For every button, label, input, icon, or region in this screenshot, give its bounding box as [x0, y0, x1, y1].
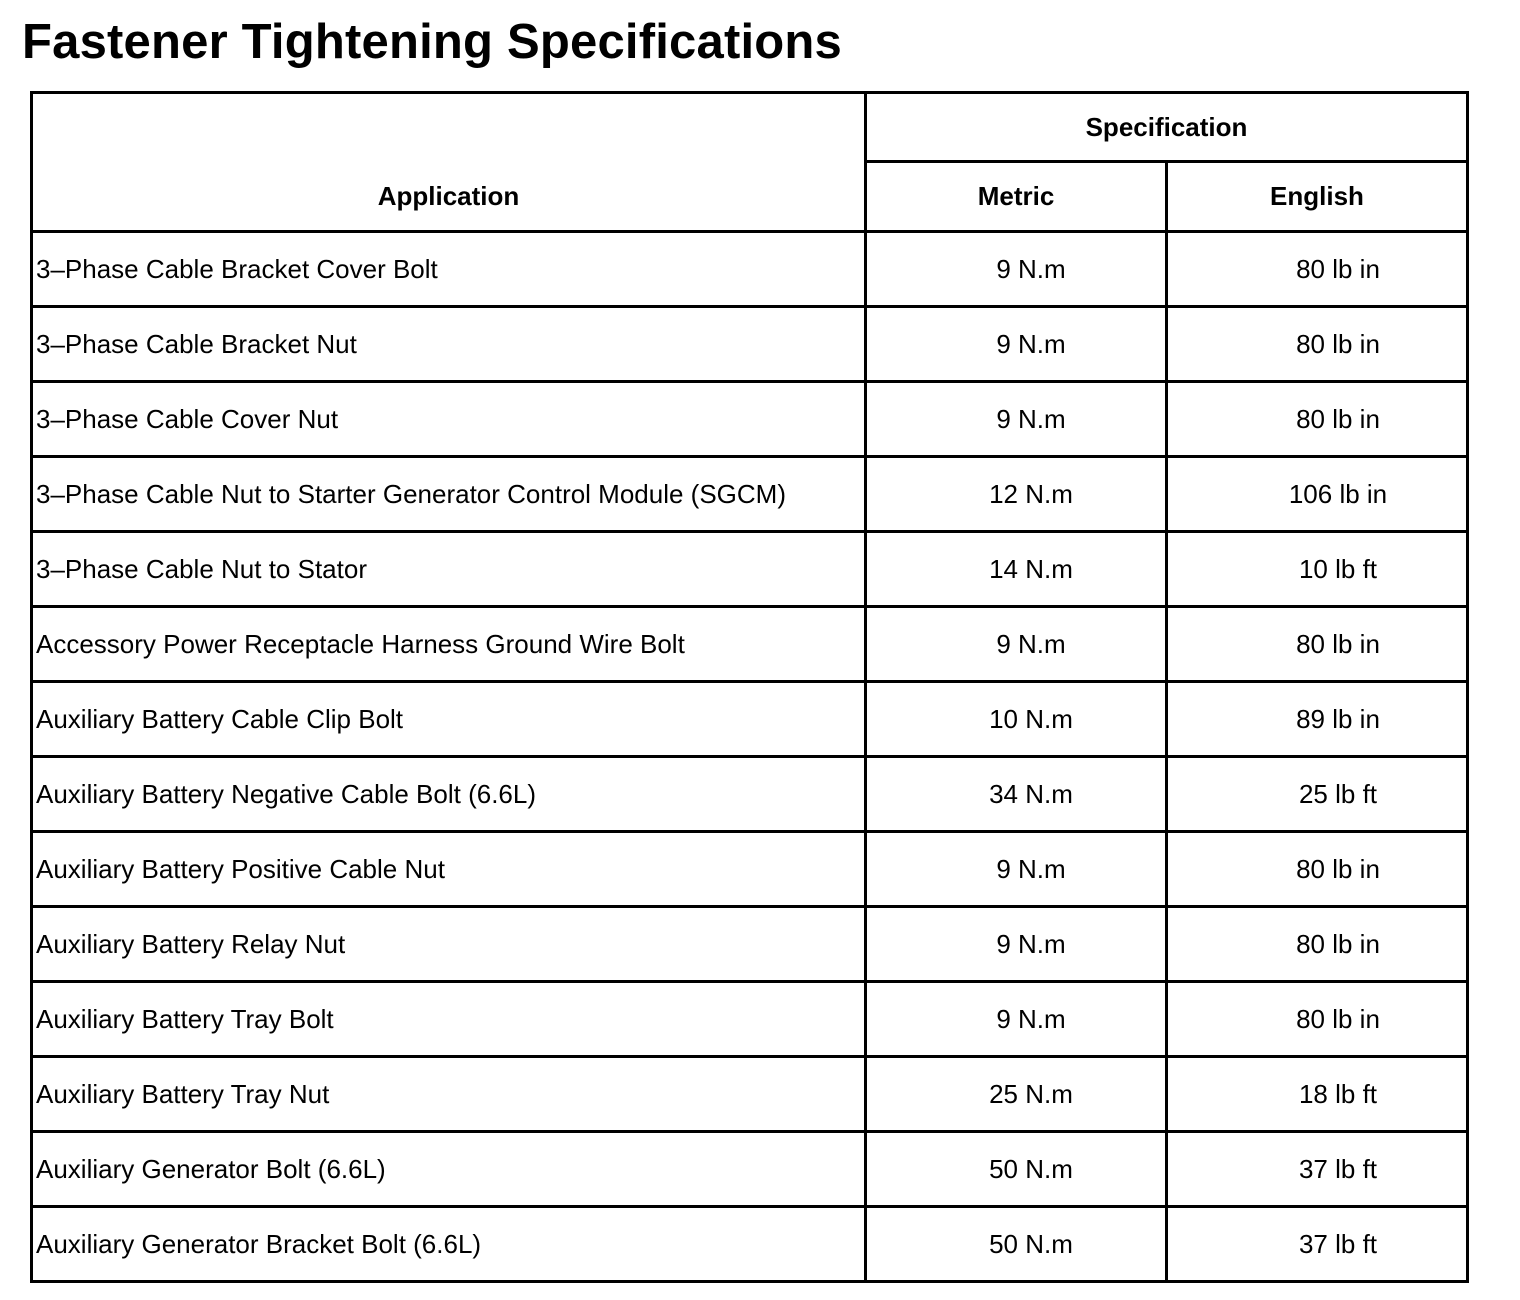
english-cell: 10 lb ft — [1167, 532, 1468, 607]
table-header — [32, 93, 1468, 232]
page-title: Fastener Tightening Specifications — [22, 15, 842, 69]
english-cell: 37 lb ft — [1167, 1132, 1468, 1207]
english-cell: 80 lb in — [1167, 382, 1468, 457]
table-body — [32, 232, 1468, 1282]
english-cell: 37 lb ft — [1167, 1207, 1468, 1282]
english-cell: 80 lb in — [1167, 232, 1468, 307]
application-cell: Auxiliary Battery Tray Bolt — [32, 982, 866, 1057]
column-header-english: English — [1167, 162, 1468, 232]
english-cell: 80 lb in — [1167, 607, 1468, 682]
application-cell: 3–Phase Cable Nut to Starter Generator Control Module (SGCM) — [32, 457, 866, 532]
english-cell: 80 lb in — [1167, 982, 1468, 1057]
table-row — [32, 232, 1468, 307]
metric-cell: 9 N.m — [866, 607, 1167, 682]
english-cell: 80 lb in — [1167, 307, 1468, 382]
table-row — [32, 607, 1468, 682]
english-cell: 89 lb in — [1167, 682, 1468, 757]
english-cell: 80 lb in — [1167, 832, 1468, 907]
metric-cell: 12 N.m — [866, 457, 1167, 532]
application-cell: 3–Phase Cable Nut to Stator — [32, 532, 866, 607]
table-row — [32, 907, 1468, 982]
application-cell: 3–Phase Cable Cover Nut — [32, 382, 866, 457]
column-header-application: Application — [32, 93, 866, 232]
application-cell: Auxiliary Generator Bracket Bolt (6.6L) — [32, 1207, 866, 1282]
application-cell: Auxiliary Generator Bolt (6.6L) — [32, 1132, 866, 1207]
table-row — [32, 307, 1468, 382]
header-row-top — [32, 93, 1468, 162]
table-row — [32, 1057, 1468, 1132]
metric-cell: 9 N.m — [866, 382, 1167, 457]
fastener-spec-table — [30, 91, 1469, 1283]
metric-cell: 34 N.m — [866, 757, 1167, 832]
metric-cell: 9 N.m — [866, 232, 1167, 307]
english-cell: 80 lb in — [1167, 907, 1468, 982]
column-header-metric: Metric — [866, 162, 1167, 232]
metric-cell: 9 N.m — [866, 982, 1167, 1057]
table-row — [32, 1207, 1468, 1282]
table-row — [32, 682, 1468, 757]
english-cell: 18 lb ft — [1167, 1057, 1468, 1132]
metric-cell: 9 N.m — [866, 907, 1167, 982]
application-cell: Auxiliary Battery Negative Cable Bolt (6.6L) — [32, 757, 866, 832]
english-cell: 25 lb ft — [1167, 757, 1468, 832]
metric-cell: 9 N.m — [866, 307, 1167, 382]
table-row — [32, 757, 1468, 832]
application-cell: Auxiliary Battery Tray Nut — [32, 1057, 866, 1132]
metric-cell: 25 N.m — [866, 1057, 1167, 1132]
metric-cell: 50 N.m — [866, 1207, 1167, 1282]
english-cell: 106 lb in — [1167, 457, 1468, 532]
table-row — [32, 982, 1468, 1057]
table-row — [32, 457, 1468, 532]
application-cell: 3–Phase Cable Bracket Nut — [32, 307, 866, 382]
application-cell: Accessory Power Receptacle Harness Ground Wire Bolt — [32, 607, 866, 682]
column-header-specification: Specification — [866, 93, 1468, 162]
table-row — [32, 1132, 1468, 1207]
table-row — [32, 382, 1468, 457]
application-cell: Auxiliary Battery Positive Cable Nut — [32, 832, 866, 907]
metric-cell: 10 N.m — [866, 682, 1167, 757]
table-row — [32, 532, 1468, 607]
application-cell: 3–Phase Cable Bracket Cover Bolt — [32, 232, 866, 307]
application-cell: Auxiliary Battery Cable Clip Bolt — [32, 682, 866, 757]
metric-cell: 50 N.m — [866, 1132, 1167, 1207]
metric-cell: 9 N.m — [866, 832, 1167, 907]
table-row — [32, 832, 1468, 907]
application-cell: Auxiliary Battery Relay Nut — [32, 907, 866, 982]
metric-cell: 14 N.m — [866, 532, 1167, 607]
